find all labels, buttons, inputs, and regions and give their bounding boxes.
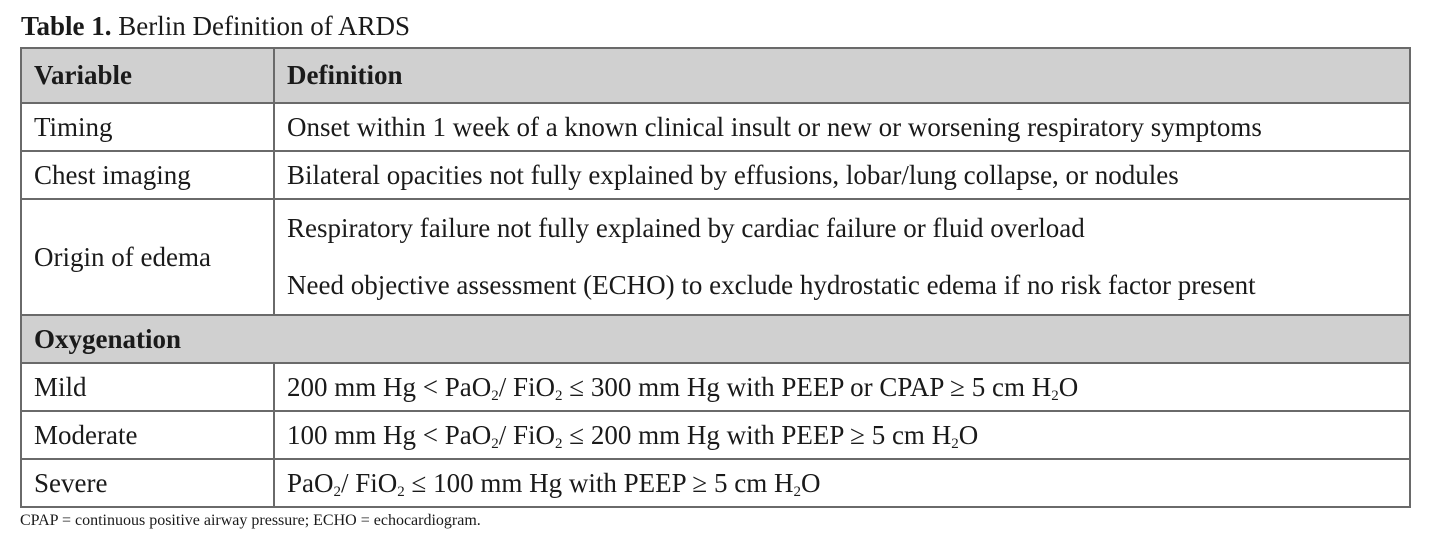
header-variable: Variable (21, 48, 274, 103)
section-header-row (21, 315, 1410, 363)
row-definition-chest-imaging: Bilateral opacities not fully explained by effusions, lobar/lung collapse, or nodules (274, 151, 1410, 199)
table-row (21, 151, 1410, 199)
ards-table (20, 47, 1411, 508)
table-caption (21, 9, 410, 43)
row-definition-mild: 200 mm Hg < PaO$_2$/ FiO$_2$ ≤ 300 mm Hg with PEEP or CPAP ≥ 5 cm $H_2O$ (274, 363, 1410, 411)
row-variable-timing: Timing (21, 103, 274, 151)
row-definition-moderate: 100 mm Hg < PaO$_2$/ FiO$_2$ ≤ 200 mm Hg with PEEP ≥ 5 cm $H_2O$ (274, 411, 1410, 459)
definition-line: Respiratory failure not fully explained by cardiac failure or fluid overload (287, 213, 1085, 243)
table-row (21, 363, 1410, 411)
row-definition-severe: PaO$_2$/ FiO$_2$ ≤ 100 mm Hg with PEEP ≥ 5 cm $H_2O$ (274, 459, 1410, 507)
table-row (21, 459, 1410, 507)
row-variable-severe: Severe (21, 459, 274, 507)
row-definition-origin-of-edema (274, 199, 1410, 315)
caption-title: Berlin Definition of ARDS (118, 11, 411, 41)
table-row (21, 103, 1410, 151)
section-oxygenation: Oxygenation (21, 315, 1410, 363)
row-variable-moderate: Moderate (21, 411, 274, 459)
definition-line: Need objective assessment (ECHO) to exclude hydrostatic edema if no risk factor present (287, 270, 1256, 300)
caption-label: Table 1. (21, 11, 112, 41)
row-definition-timing: Onset within 1 week of a known clinical insult or new or worsening respiratory symptoms (274, 103, 1410, 151)
row-variable-origin-of-edema: Origin of edema (21, 199, 274, 315)
row-variable-chest-imaging: Chest imaging (21, 151, 274, 199)
table-row (21, 411, 1410, 459)
header-definition: Definition (274, 48, 1410, 103)
table-row (21, 199, 1410, 315)
table-header-row (21, 48, 1410, 103)
row-variable-mild: Mild (21, 363, 274, 411)
table-footnote: CPAP = continuous positive airway pressure; ECHO = echocardiogram. (20, 512, 481, 529)
